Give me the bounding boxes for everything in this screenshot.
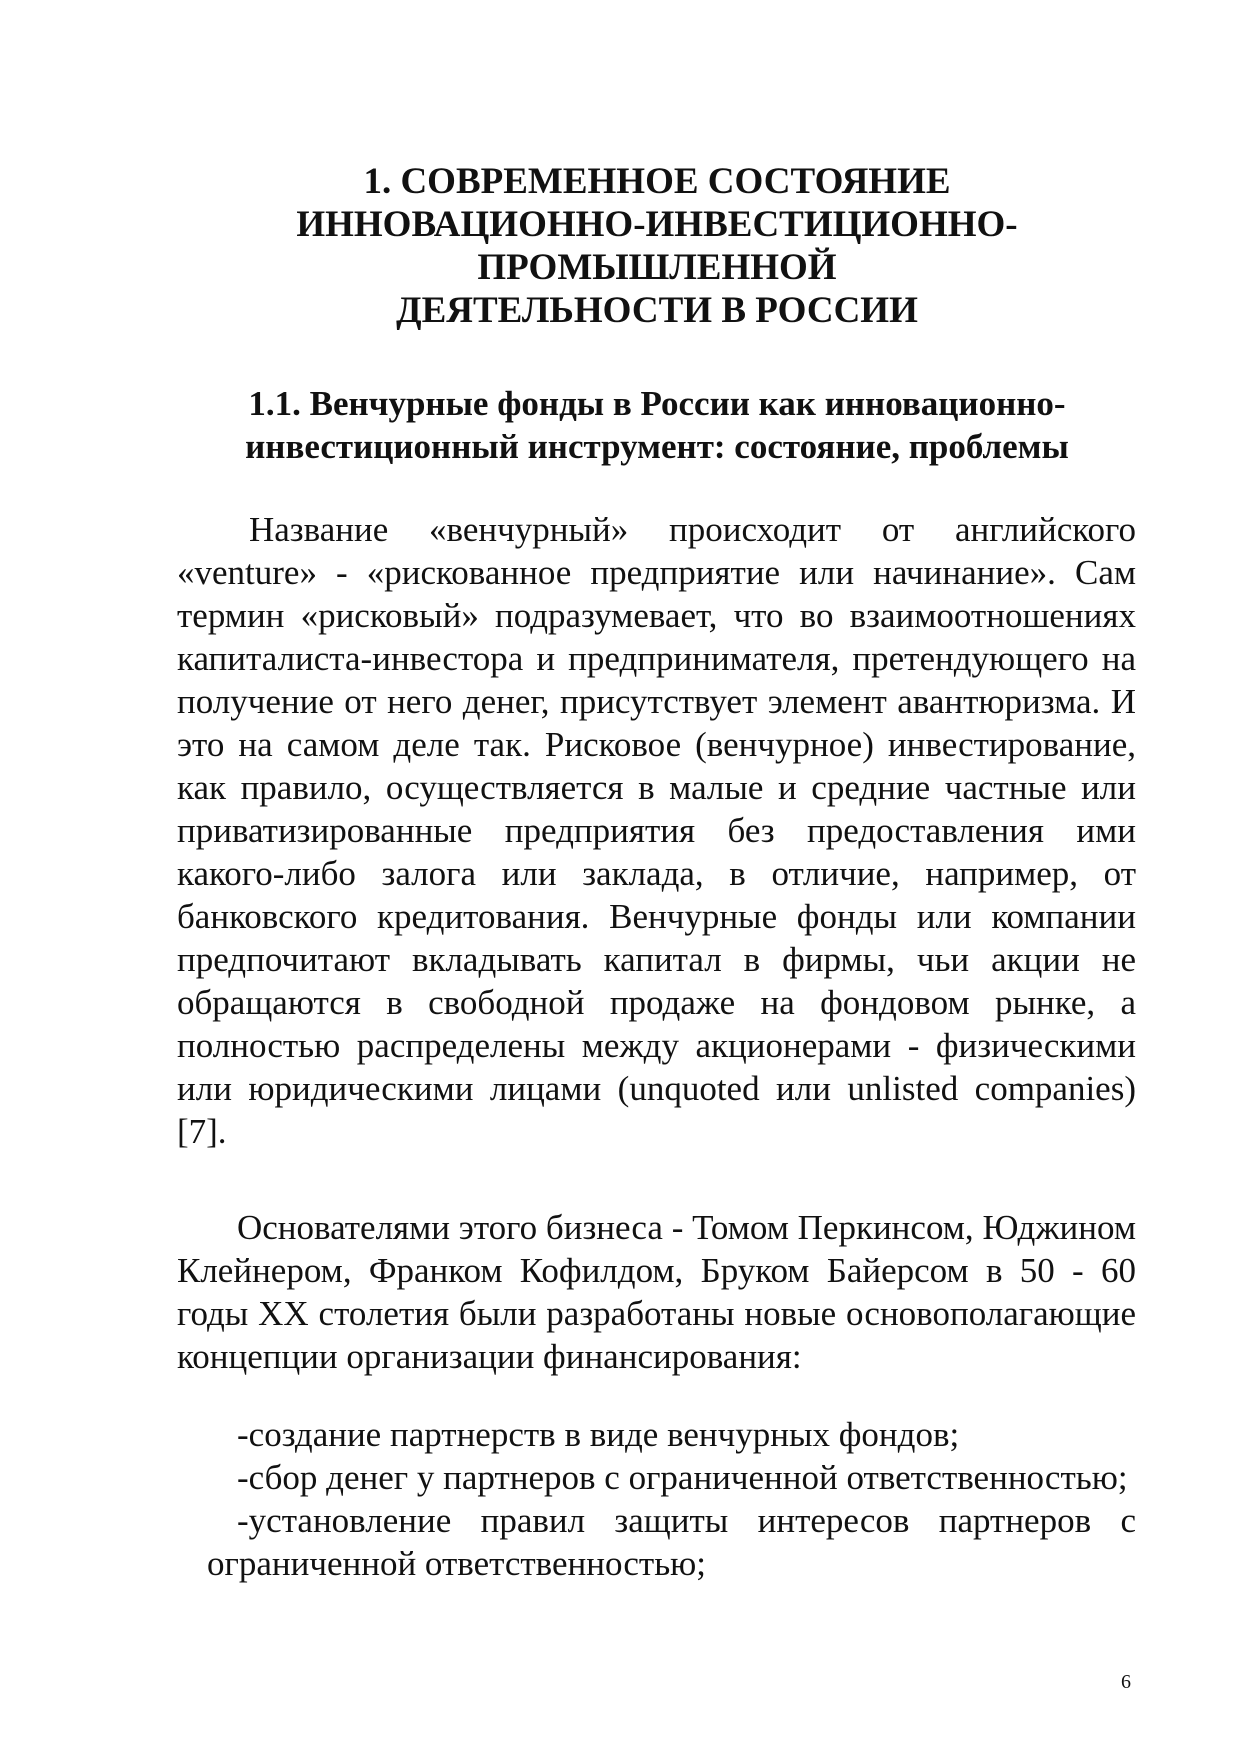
page-number: 6 bbox=[1121, 1671, 1131, 1693]
chapter-title-line: 1. СОВРЕМЕННОЕ СОСТОЯНИЕ bbox=[363, 161, 951, 202]
paragraph-venture-definition: Название «венчурный» происходит от английского «venture» - «рискованное предприятие или начинание». Сам термин «рисковый» подразумевает, что во взаимоотношениях капиталиста-инвестора и предпринимателя, претендующего на получение от него денег, присутствует элемент авантюризма. И это на самом деле так. Рисковое (венчурное) инвестирование, как правило, осуществляется в малые и средние частные или приватизированные предприятия без предоставления ими какого-либо залога или заклада, в отличие, например, от банковского кредитования. Венчурные фонды или компании предпочитают вкладывать капитал в фирмы, чьи акции не обращаются в свободной продаже на фондовом рынке, а полностью распределены между акционерами - физическими или юридическими лицами (unquoted или unlisted companies) [7]. bbox=[177, 510, 1136, 1151]
chapter-title-line: ИННОВАЦИОННО-ИНВЕСТИЦИОННО- bbox=[296, 204, 1018, 245]
chapter-title bbox=[177, 160, 1137, 332]
section-title-line: инвестиционный инструмент: состояние, проблемы bbox=[245, 427, 1069, 466]
list-item: -создание партнерств в виде венчурных фондов; bbox=[237, 1415, 960, 1454]
section-title bbox=[177, 382, 1137, 468]
chapter-title-line: ДЕЯТЕЛЬНОСТИ В РОССИИ bbox=[396, 290, 918, 331]
chapter-title-line: ПРОМЫШЛЕННОЙ bbox=[477, 247, 837, 288]
section-title-line: 1.1. Венчурные фонды в России как инновационно- bbox=[248, 384, 1066, 423]
paragraph-founders: Основателями этого бизнеса - Томом Перкинсом, Юджином Клейнером, Франком Кофилдом, Бруком Байерсом в 50 - 60 годы XX столетия были разработаны новые основополагающие концепции организации финансирования: bbox=[177, 1208, 1136, 1376]
list-item: -установление правил защиты интересов партнеров с ограниченной ответственностью; bbox=[207, 1501, 1136, 1583]
concepts-list bbox=[207, 1413, 1136, 1585]
list-item: -сбор денег у партнеров с ограниченной ответственностью; bbox=[237, 1458, 1128, 1497]
